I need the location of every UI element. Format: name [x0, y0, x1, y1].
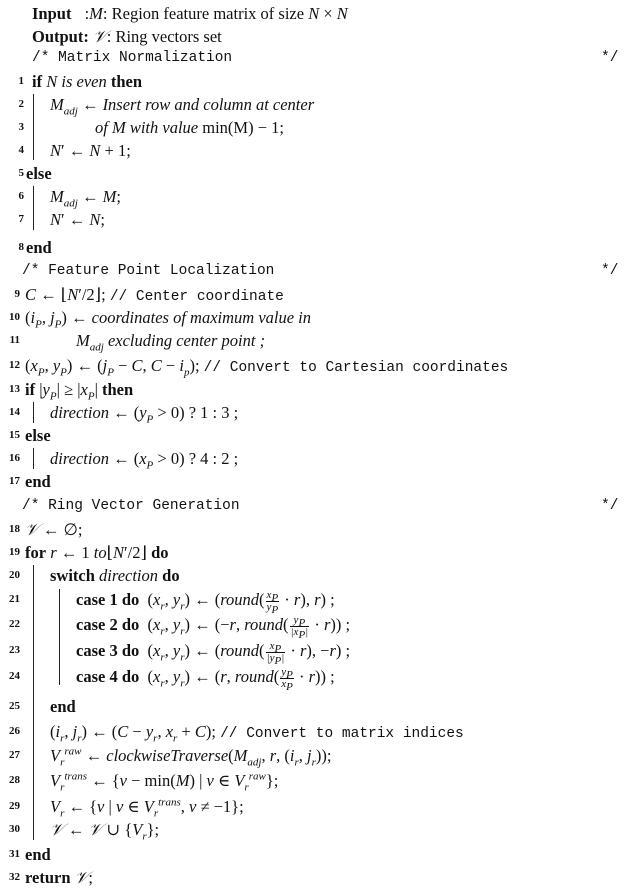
kw-if: if: [32, 72, 43, 91]
block-bar: [33, 94, 34, 160]
line-number: 30: [9, 823, 20, 835]
algorithm-output: [0, 25, 629, 48]
kw-end: end: [25, 845, 51, 864]
kw-end: end: [25, 472, 51, 491]
line-number: 26: [9, 725, 20, 737]
fn-clockwise-traverse: clockwiseTraverse: [106, 746, 229, 765]
fraction: $\frac{y_P}{|x_P|}$: [290, 613, 309, 641]
line-number: 19: [9, 546, 20, 558]
section-comment-text: /* Feature Point Localization: [22, 263, 275, 279]
line-23: 23 case 3 do ($x_r$, $y_r$) ← (round( $\frac{x_P}{|y_P|}$ · r), −r) ;: [0, 639, 629, 662]
line-number: 20: [9, 569, 20, 581]
line-number: 31: [9, 848, 20, 860]
line-13: 13 if $|y_P| \ge |x_P|$ then: [0, 378, 629, 401]
kw-return: return: [25, 868, 71, 887]
kw-do: do: [121, 590, 140, 609]
line-21: 21 case 1 do ($x_r$, $y_r$) ← (round( $\frac{x_P}{y_P}$ · r), r) ;: [0, 588, 629, 611]
comment-close: */: [601, 263, 619, 279]
kw-do: do: [121, 667, 140, 686]
section-comment-matrix-normalization: [0, 47, 629, 70]
section-comment-text: /* Ring Vector Generation: [22, 498, 240, 514]
direction-var: direction: [50, 403, 109, 422]
line-number: 17: [9, 475, 20, 487]
of-m-text: of M with value: [95, 118, 199, 137]
line-7: 7 N′ ← N;: [0, 208, 629, 231]
line-24: 24 case 4 do ($x_r$, $y_r$) ← (r, round( $\frac{y_P}{x_P}$ · r)) ;: [0, 665, 629, 688]
line-8: [0, 236, 629, 259]
output-label: Output:: [32, 27, 89, 46]
line-2: 2 $M_{adj}$ ← Insert row and column at center: [0, 93, 629, 116]
line-11: 11 $M_{adj}$ excluding center point ;: [0, 329, 629, 352]
line-19: 19 for r ← 1 to⌊N′/2⌋ do: [0, 541, 629, 564]
kw-else: else: [25, 426, 51, 445]
line-number: 6: [18, 190, 24, 202]
direction-var: direction: [50, 449, 109, 468]
line-number: 22: [9, 618, 20, 630]
line-number: 18: [9, 523, 20, 535]
line-number: 28: [9, 774, 20, 786]
line-number: 21: [9, 593, 20, 605]
comment-close: */: [601, 50, 619, 66]
line-number: 5: [18, 167, 24, 179]
line-12: 12 ($x_P$, $y_P$) ← ($j_P - C$, $C - i_p$); // Convert to Cartesian coordinates: [0, 354, 629, 377]
block-bar: [59, 589, 60, 685]
line-number: 23: [9, 644, 20, 656]
output-text: 𝒱: Ring vectors set: [92, 27, 222, 46]
insert-text: Insert row and column at center: [102, 95, 315, 114]
kw-case: case: [76, 641, 106, 660]
line-26: 26 ($i_r$, $j_r$) ← ($C - y_r$, $x_r + C$); // Convert to matrix indices: [0, 720, 629, 743]
line-number: 24: [9, 670, 20, 682]
kw-end: end: [50, 697, 76, 716]
line-number: 4: [18, 144, 24, 156]
line-number: 8: [18, 241, 24, 253]
comment-close: */: [601, 498, 619, 514]
inline-comment: // Convert to matrix indices: [220, 726, 464, 742]
kw-if: if: [25, 380, 36, 399]
block-bar: [33, 402, 34, 423]
line-number: 29: [9, 800, 20, 812]
kw-case: case: [76, 667, 106, 686]
input-sep: :: [80, 4, 90, 23]
line-number: 32: [9, 871, 20, 883]
line-number: 2: [18, 98, 24, 110]
kw-case: case: [76, 615, 106, 634]
line-number: 25: [9, 700, 20, 712]
kw-end: end: [26, 238, 52, 257]
direction-var: direction: [99, 566, 159, 585]
section-comment-text: /* Matrix Normalization: [32, 50, 233, 66]
line-5: [0, 162, 629, 185]
line-18: 18 𝒱 ← ∅;: [0, 518, 629, 541]
block-bar: [33, 448, 34, 469]
fn-round: round: [244, 615, 284, 634]
line-number: 15: [9, 429, 20, 441]
kw-do: do: [162, 566, 180, 585]
line-14: 14 direction ← $(y_P > 0)$ ? 1 : 3 ;: [0, 401, 629, 424]
line-6: 6 $M_{adj}$ ← M;: [0, 185, 629, 208]
kw-then: then: [102, 380, 134, 399]
min-expr: min(M) − 1;: [202, 118, 284, 137]
algorithm-input: [0, 2, 629, 25]
line-9: 9 C ← ⌊N′/2⌋; // Center coordinate: [0, 283, 629, 306]
kw-do: do: [121, 615, 140, 634]
line-25: [0, 695, 629, 718]
kw-to: to: [93, 543, 107, 562]
line-number: 1: [18, 75, 24, 87]
line-number: 3: [18, 121, 24, 133]
cond-text: is even: [61, 72, 107, 91]
fraction: $\frac{x_P}{y_P}$: [266, 588, 279, 616]
line-number: 7: [18, 213, 24, 225]
section-comment-ring-vector-generation: [0, 495, 629, 518]
fn-round: round: [220, 641, 260, 660]
input-text: M: Region feature matrix of size N × N: [89, 4, 348, 23]
kw-else: else: [26, 164, 52, 183]
line-1: 1 if N is even then: [0, 70, 629, 93]
kw-do: do: [121, 641, 140, 660]
line-4: 4 N′ ← N + 1;: [0, 139, 629, 162]
line-20: [0, 564, 629, 587]
inline-comment: // Center coordinate: [109, 289, 284, 305]
kw-then: then: [110, 72, 143, 91]
line-number: 27: [9, 749, 20, 761]
kw-switch: switch: [50, 566, 95, 585]
line-number: 13: [9, 383, 20, 395]
fn-round: round: [234, 667, 274, 686]
fraction: $\frac{x_P}{|y_P|}$: [266, 639, 285, 667]
line-number: 14: [9, 406, 20, 418]
fn-round: round: [220, 590, 260, 609]
block-bar: [33, 186, 34, 230]
line-number: 11: [9, 334, 20, 346]
line-16: 16 direction ← $(x_P > 0)$ ? 4 : 2 ;: [0, 447, 629, 470]
line-31: [0, 843, 629, 866]
kw-do: do: [151, 543, 169, 562]
line-27: 27 $V_r^{raw}$ ← $clockwiseTraverse(M_{adj}$, r, ($i_r$, $j_r$));: [0, 744, 629, 767]
line-number: 12: [9, 359, 20, 371]
block-bar: [33, 565, 34, 840]
line-22: 22 case 2 do ($x_r$, $y_r$) ← (−r, round( $\frac{y_P}{|x_P|}$ · r)) ;: [0, 613, 629, 636]
line-28: 28 $V_r^{trans}$ ← {v − min(M) | v ∈ $V_r^{raw}$};: [0, 769, 629, 792]
line-number: 10: [9, 311, 20, 323]
line-number: 16: [9, 452, 20, 464]
section-comment-feature-point-localization: [0, 260, 629, 283]
line-3: [0, 116, 629, 139]
coords-text: coordinates of maximum value in: [91, 308, 312, 327]
line-15: [0, 424, 629, 447]
kw-for: for: [25, 543, 47, 562]
inline-comment: // Convert to Cartesian coordinates: [203, 360, 509, 376]
fraction: $\frac{y_P}{x_P}$: [281, 665, 293, 693]
kw-case: case: [76, 590, 106, 609]
line-10: 10 ($i_P$, $j_P$) ← coordinates of maximum value in: [0, 306, 629, 329]
line-30: 30 𝒱 ← 𝒱 ∪ $\{V_r\}$;: [0, 818, 629, 841]
excluding-text: excluding center point ;: [107, 331, 266, 350]
line-29: 29 $V_r$ ← {v | v ∈ $V_r^{trans}$, v ≠ −1};: [0, 795, 629, 818]
line-17: [0, 470, 629, 493]
line-32: 32 return 𝒱;: [0, 866, 629, 889]
input-label: Input: [32, 4, 72, 23]
line-number: 9: [14, 288, 20, 300]
